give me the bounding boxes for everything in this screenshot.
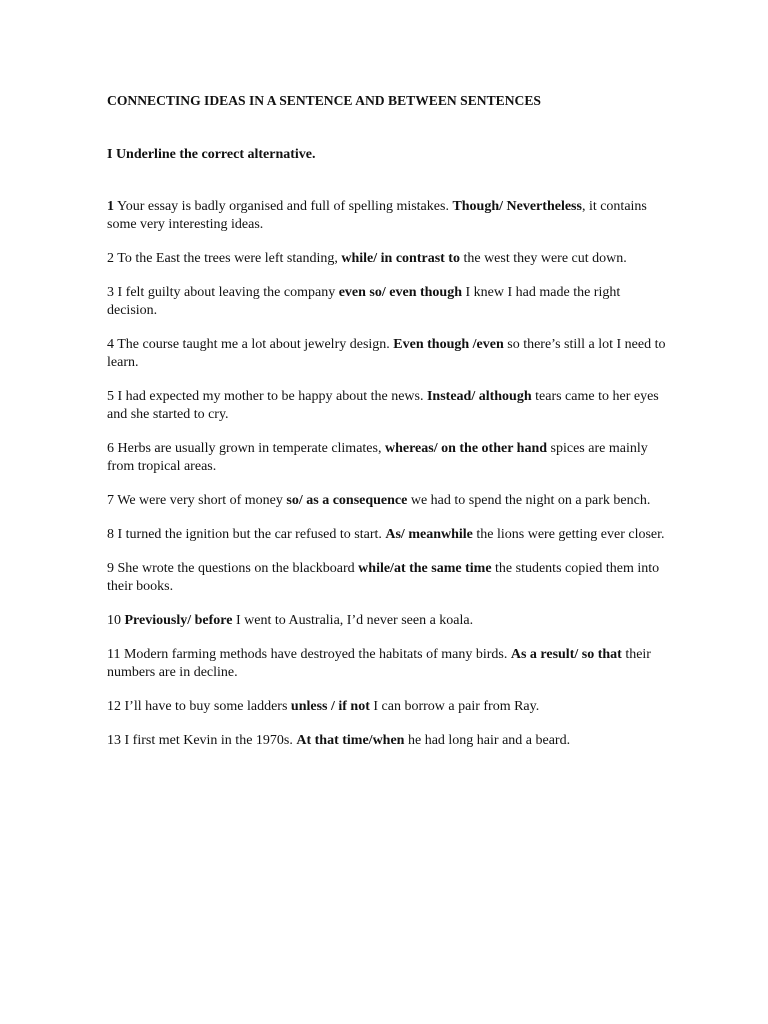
exercise-number: 1 [107, 199, 114, 214]
sentence-text: I felt guilty about leaving the company [117, 285, 339, 300]
sentence-text: I had expected my mother to be happy about the news. [117, 389, 427, 404]
answer-alternatives[interactable]: so/ as a consequence [286, 493, 408, 508]
answer-alternatives[interactable]: whereas/ on the other hand [384, 441, 548, 456]
sentence-text: I knew I had made the right decision. [107, 285, 621, 318]
sentence-text: we had to spend the night on a park bench. [407, 493, 651, 508]
exercise-number: 4 [107, 337, 114, 352]
exercise-item [107, 198, 667, 234]
exercise-item [107, 284, 667, 320]
sentence-text: She wrote the questions on the blackboard [117, 561, 359, 576]
answer-alternatives[interactable]: unless / if not [290, 699, 370, 714]
exercise-number: 13 [107, 733, 121, 748]
answer-alternatives[interactable]: As a result/ so that [510, 647, 622, 662]
exercise-number: 5 [107, 389, 114, 404]
answer-alternatives[interactable]: while/ in contrast to [341, 251, 460, 266]
sentence-text: the lions were getting ever closer. [472, 527, 665, 542]
exercise-number: 11 [107, 647, 121, 662]
sentence-text: I turned the ignition but the car refused to start. [117, 527, 386, 542]
document-page [107, 92, 667, 750]
answer-alternatives[interactable]: Though/ Nevertheless [452, 199, 582, 214]
exercise-number: 6 [107, 441, 114, 456]
sentence-text: so there’s still a lot I need to learn. [107, 337, 666, 370]
exercise-number: 2 [107, 251, 114, 266]
exercise-number: 8 [107, 527, 114, 542]
sentence-text: I can borrow a pair from Ray. [369, 699, 540, 714]
answer-alternatives[interactable]: Even though /even [393, 337, 504, 352]
exercise-number: 10 [107, 613, 121, 628]
exercise-item [107, 336, 667, 372]
sentence-text: Herbs are usually grown in temperate climates, [117, 441, 385, 456]
exercise-item [107, 698, 667, 716]
document-title: CONNECTING IDEAS IN A SENTENCE AND BETWEEN SENTENCES [107, 93, 541, 108]
exercise-number: 3 [107, 285, 114, 300]
sentence-text: , it contains some very interesting ideas. [107, 199, 647, 232]
sentence-text: I first met Kevin in the 1970s. [124, 733, 297, 748]
sentence-text: To the East the trees were left standing, [117, 251, 342, 266]
answer-alternatives[interactable]: even so/ even though [338, 285, 463, 300]
answer-alternatives[interactable]: while/at the same time [358, 561, 492, 576]
answer-alternatives[interactable]: Previously/ before [124, 613, 233, 628]
exercise-item [107, 250, 667, 268]
answer-alternatives[interactable]: Instead/ although [426, 389, 532, 404]
answer-alternatives[interactable]: At that time/when [296, 733, 405, 748]
exercise-item [107, 732, 667, 750]
sentence-text: their numbers are in decline. [107, 647, 651, 680]
sentence-text: The course taught me a lot about jewelry design. [117, 337, 394, 352]
exercise-item [107, 612, 667, 630]
exercise-item [107, 526, 667, 544]
exercise-number: 12 [107, 699, 121, 714]
sentence-text: I went to Australia, I’d never seen a koala. [232, 613, 474, 628]
sentence-text: Your essay is badly organised and full of spelling mistakes. [116, 199, 453, 214]
sentence-text: the students copied them into their books. [107, 561, 660, 594]
sentence-text: spices are mainly from tropical areas. [107, 441, 648, 474]
exercise-item [107, 560, 667, 596]
answer-alternatives[interactable]: As/ meanwhile [385, 527, 473, 542]
exercise-item [107, 646, 667, 682]
exercise-number: 9 [107, 561, 114, 576]
exercise-item [107, 440, 667, 476]
sentence-text: Modern farming methods have destroyed the habitats of many birds. [123, 647, 511, 662]
sentence-text: the west they were cut down. [459, 251, 627, 266]
exercise-instruction: I Underline the correct alternative. [107, 147, 316, 162]
exercise-item [107, 388, 667, 424]
exercise-item [107, 492, 667, 510]
sentence-text: tears came to her eyes and she started to cry. [107, 389, 659, 422]
exercise-number: 7 [107, 493, 114, 508]
sentence-text: We were very short of money [117, 493, 287, 508]
sentence-text: I’ll have to buy some ladders [124, 699, 291, 714]
exercise-list [107, 198, 667, 750]
sentence-text: he had long hair and a beard. [404, 733, 571, 748]
